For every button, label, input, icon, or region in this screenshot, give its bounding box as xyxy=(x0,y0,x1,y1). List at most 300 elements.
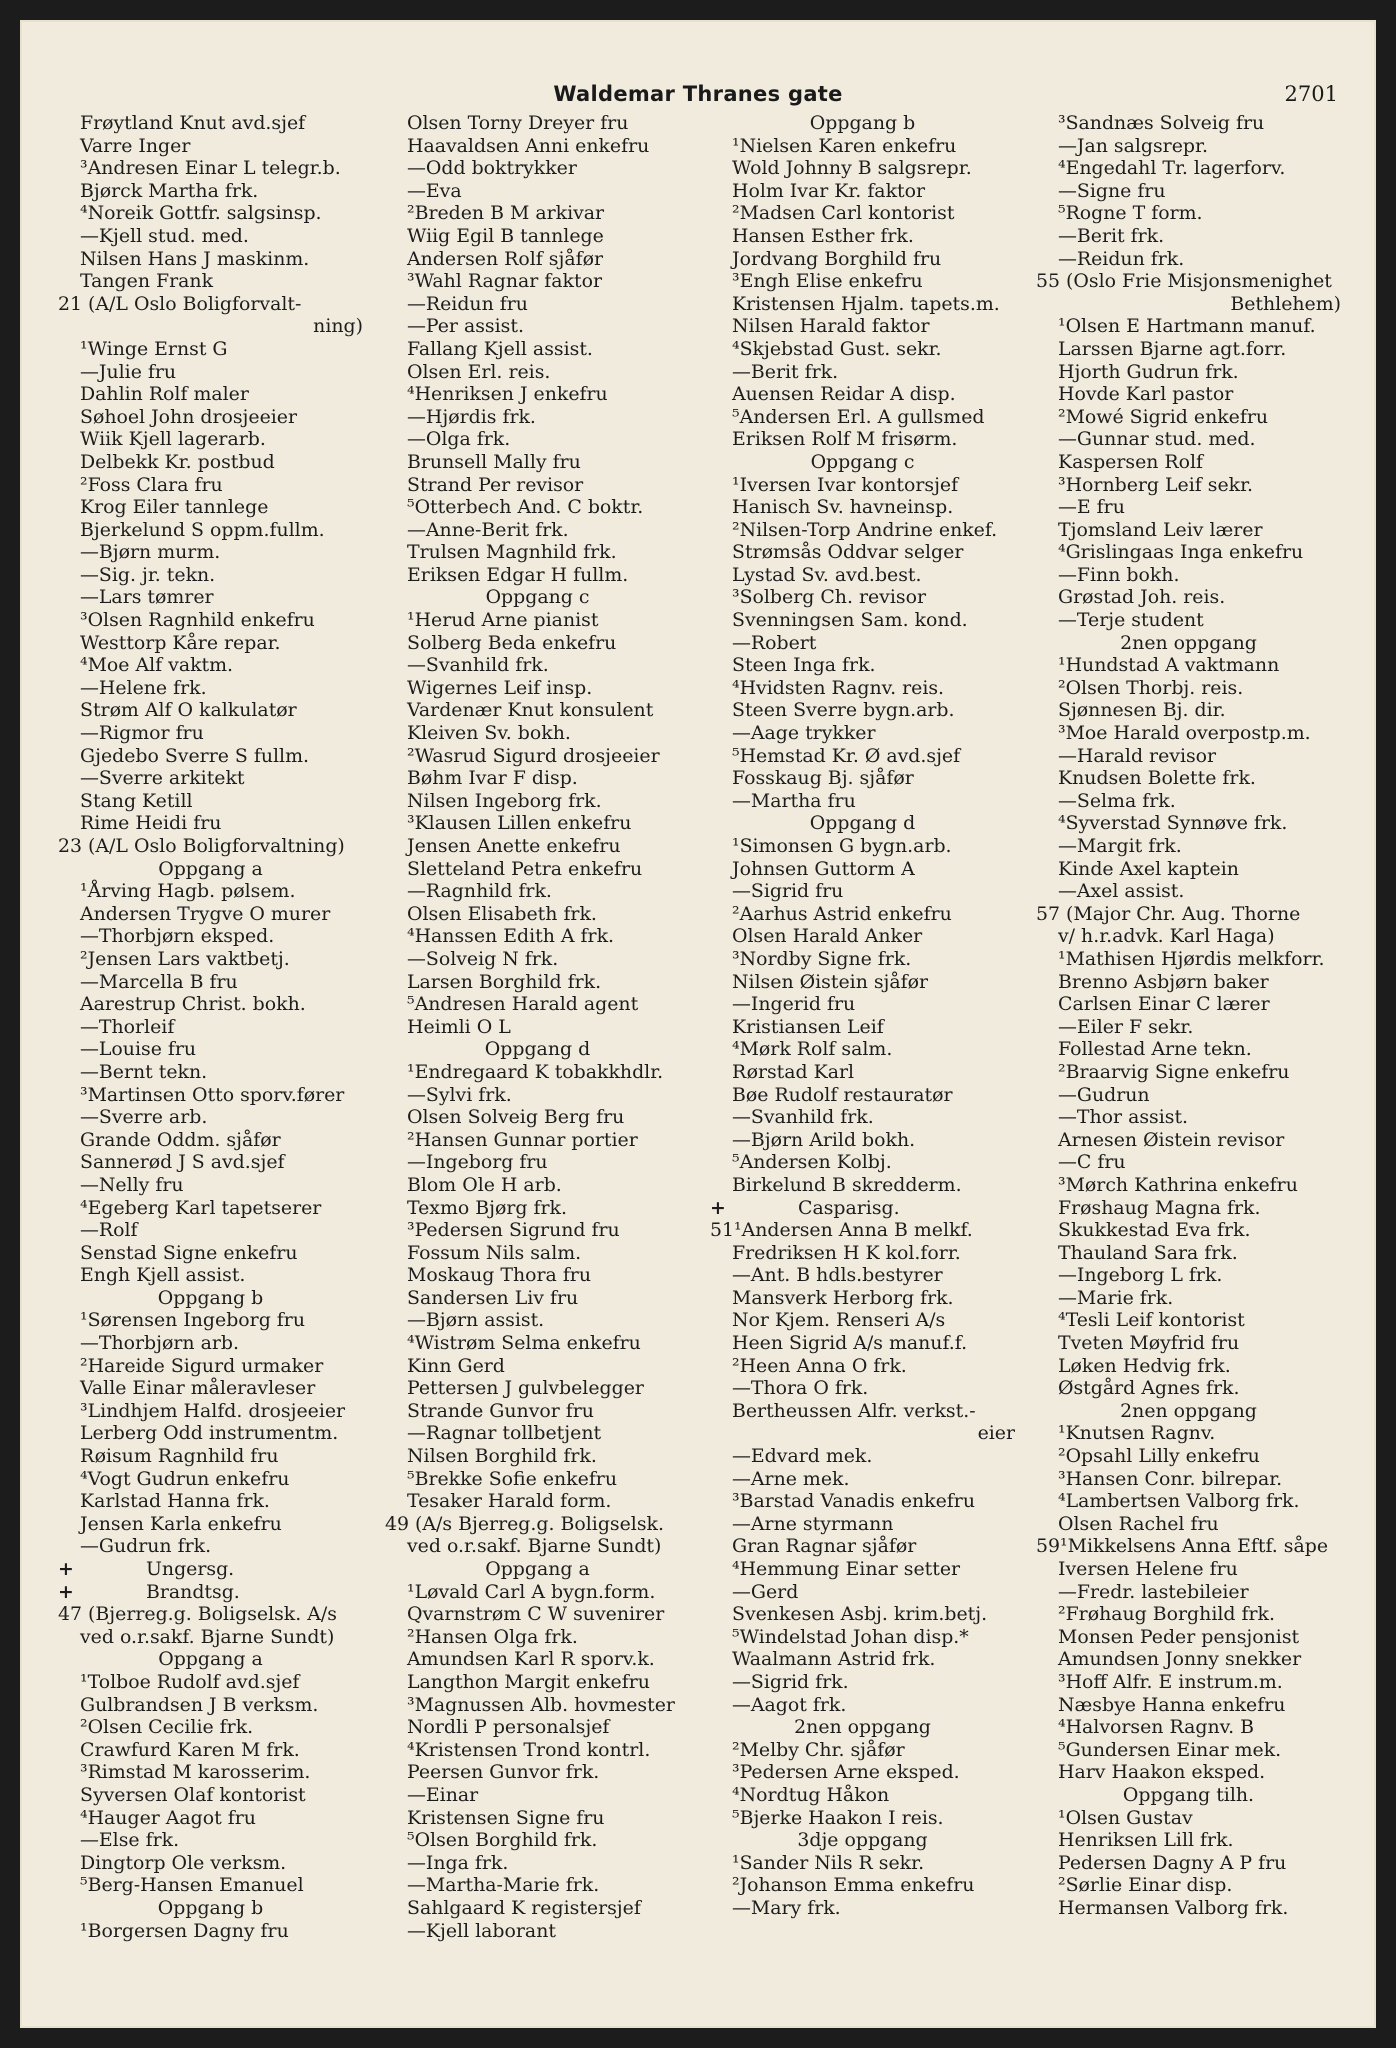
cross-street xyxy=(58,1558,363,1581)
directory-entry: ²Jensen Lars vaktbetj. xyxy=(80,947,290,970)
directory-entry: Andersen Rolf sjåfør xyxy=(407,247,603,270)
directory-entry: Nilsen Borghild frk. xyxy=(407,1445,597,1468)
directory-entry: Gulbrandsen J B verksm. xyxy=(80,1693,319,1716)
directory-entry: ²Johanson Emma enkefru xyxy=(732,1874,975,1897)
directory-entry: —Sverre arb. xyxy=(80,1106,208,1129)
directory-entry: ³Pedersen Arne eksped. xyxy=(732,1761,960,1784)
directory-entry: —Einar xyxy=(407,1783,479,1806)
directory-entry: ¹Endregaard K tobakkhdlr. xyxy=(407,1060,664,1083)
directory-entry: Pedersen Dagny A P fru xyxy=(1058,1851,1287,1874)
directory-entry: ²Hareide Sigurd urmaker xyxy=(80,1354,324,1377)
entrance-heading: 3dje oppgang xyxy=(797,1829,928,1852)
directory-entry: Skukkestad Eva frk. xyxy=(1058,1219,1251,1242)
directory-entry: Bertheussen Alfr. verkst.- xyxy=(732,1399,976,1422)
directory-entry: ⁵Andresen Harald agent xyxy=(407,993,639,1016)
cross-street-icon: + xyxy=(58,1580,74,1603)
directory-entry: Næsbye Hanna enkefru xyxy=(1058,1693,1286,1716)
directory-entry: ⁵Windelstad Johan disp.* xyxy=(732,1625,969,1648)
directory-entry: Svenningsen Sam. kond. xyxy=(732,609,968,632)
directory-entry: ⁵Brekke Sofie enkefru xyxy=(407,1467,618,1490)
directory-entry: —Reidun frk. xyxy=(1058,247,1185,270)
directory-entry: Bøhm Ivar F disp. xyxy=(407,767,578,790)
directory-entry: ⁵Olsen Borghild frk. xyxy=(407,1829,598,1852)
directory-entry: ²Frøhaug Borghild frk. xyxy=(1058,1603,1275,1626)
directory-entry: Dahlin Rolf maler xyxy=(80,383,249,406)
entrance-heading: Oppgang b xyxy=(809,112,916,134)
directory-entry: ¹Herud Arne pianist xyxy=(407,609,599,632)
directory-entry: Kaspersen Rolf xyxy=(1058,450,1204,473)
directory-entry: —Reidun fru xyxy=(407,292,528,315)
directory-entry: Varre Inger xyxy=(80,134,191,157)
directory-entry: ²Hansen Olga frk. xyxy=(407,1625,578,1648)
directory-entry: —Ingeborg L frk. xyxy=(1058,1264,1223,1287)
directory-entry: Monsen Peder pensjonist xyxy=(1058,1625,1300,1648)
directory-entry: ved o.r.sakf. Bjarne Sundt) xyxy=(407,1535,662,1558)
directory-columns xyxy=(58,112,1343,1972)
directory-entry: Steen Inga frk. xyxy=(732,654,876,677)
directory-entry: ⁴Hvidsten Ragnv. reis. xyxy=(732,676,945,699)
directory-entry: —Louise fru xyxy=(80,1038,197,1061)
directory-entry: Fallang Kjell assist. xyxy=(407,337,593,360)
directory-entry: ²Sørlie Einar disp. xyxy=(1058,1874,1233,1897)
building-heading: 49 (A/s Bjerreg.g. Boligselsk. xyxy=(385,1512,664,1535)
cross-street-icon: + xyxy=(710,1196,726,1219)
directory-entry: Larssen Bjarne agt.forr. xyxy=(1058,337,1287,360)
building-heading: 55 (Oslo Frie Misjonsmenighet xyxy=(1036,270,1332,293)
directory-entry: Follestad Arne tekn. xyxy=(1058,1038,1252,1061)
directory-entry: ¹Sørensen Ingeborg fru xyxy=(80,1309,305,1332)
directory-entry: —Ant. B hdls.bestyrer xyxy=(732,1264,943,1287)
directory-entry: ⁴Lambertsen Valborg frk. xyxy=(1058,1490,1300,1513)
directory-entry: Peersen Gunvor frk. xyxy=(407,1761,600,1784)
directory-entry: —Berit frk. xyxy=(1058,224,1165,247)
directory-entry: Bøe Rudolf restauratør xyxy=(732,1083,953,1106)
directory-entry: ³Rimstad M karosserim. xyxy=(80,1761,311,1784)
directory-entry: ²Wasrud Sigurd drosjeeier xyxy=(407,744,660,767)
directory-entry: —Margit frk. xyxy=(1058,835,1182,857)
directory-entry: ³Moe Harald overpostp.m. xyxy=(1058,722,1311,745)
directory-entry: ³Mørch Kathrina enkefru xyxy=(1058,1173,1298,1196)
directory-entry: Hanisch Sv. havneinsp. xyxy=(732,496,954,519)
directory-entry: Kristensen Signe fru xyxy=(407,1806,605,1829)
entrance-heading: Oppgang d xyxy=(809,812,916,835)
entrance-heading: 2nen oppgang xyxy=(1120,631,1257,654)
directory-entry: —Marie frk. xyxy=(1058,1286,1174,1309)
directory-entry: Brenno Asbjørn baker xyxy=(1058,970,1269,993)
directory-entry: ¹Løvald Carl A bygn.form. xyxy=(407,1580,656,1603)
entrance-heading: 2nen oppgang xyxy=(1120,1399,1257,1422)
directory-entry: ⁴Hemmung Einar setter xyxy=(732,1558,961,1580)
directory-entry: Sletteland Petra enkefru xyxy=(407,857,643,880)
directory-entry: Heimli O L xyxy=(407,1015,511,1038)
directory-entry: Aarestrup Christ. bokh. xyxy=(80,993,306,1016)
directory-entry: —Thorleif xyxy=(80,1015,175,1038)
directory-entry: —Thorbjørn eksped. xyxy=(80,925,275,948)
directory-entry: —Marcella B fru xyxy=(80,970,238,993)
directory-entry: —Finn bokh. xyxy=(1058,563,1180,586)
directory-entry: Strømsås Oddvar selger xyxy=(732,541,964,564)
directory-entry: Olsen Elisabeth frk. xyxy=(407,902,597,925)
directory-entry: Fosskaug Bj. sjåfør xyxy=(732,767,914,790)
cross-street xyxy=(710,1197,1015,1220)
directory-entry: ¹Årving Hagb. pølsem. xyxy=(80,880,296,903)
directory-entry: Wigernes Leif insp. xyxy=(407,676,593,699)
directory-entry: —Kjell stud. med. xyxy=(80,224,249,247)
directory-entry: Wold Johnny B salgsrepr. xyxy=(732,157,972,180)
directory-entry: Nilsen Harald faktor xyxy=(732,315,930,338)
directory-entry: —C fru xyxy=(1058,1151,1126,1174)
directory-entry: —Arne styrmann xyxy=(732,1512,894,1535)
directory-entry: ²Hansen Gunnar portier xyxy=(407,1128,638,1151)
directory-entry: Tveten Møyfrid fru xyxy=(1058,1332,1240,1355)
directory-entry: —Terje student xyxy=(1058,609,1204,632)
directory-entry: ⁵Otterbech And. C boktr. xyxy=(407,496,644,519)
directory-entry: ning) xyxy=(313,315,363,338)
directory-entry: Strand Per revisor xyxy=(407,473,584,496)
entrance-heading: Oppgang b xyxy=(157,1896,264,1919)
directory-entry: ¹Mathisen Hjørdis melkforr. xyxy=(1058,947,1325,970)
directory-entry: —Martha fru xyxy=(732,789,856,812)
directory-entry: ¹Winge Ernst G xyxy=(80,337,228,360)
directory-entry: —Solveig N frk. xyxy=(407,947,559,970)
directory-entry: ⁴Hanssen Edith A frk. xyxy=(407,925,615,948)
directory-entry: Brunsell Mally fru xyxy=(407,450,581,473)
directory-entry: ³Wahl Ragnar faktor xyxy=(407,270,602,293)
directory-entry: —Eva xyxy=(407,179,462,202)
directory-entry: ²Olsen Cecilie frk. xyxy=(80,1716,254,1739)
directory-entry: Grande Oddm. sjåfør xyxy=(80,1128,281,1151)
directory-entry: Eriksen Edgar H fullm. xyxy=(407,563,629,586)
directory-entry: Karlstad Hanna frk. xyxy=(80,1490,270,1513)
directory-entry: ¹Borgersen Dagny fru xyxy=(80,1919,289,1942)
directory-entry: Jordvang Borghild fru xyxy=(732,247,942,270)
building-heading: 59¹Mikkelsens Anna Eftf. såpe xyxy=(1036,1535,1329,1558)
directory-entry: Tjomsland Leiv lærer xyxy=(1058,518,1263,541)
directory-entry: ⁴Noreik Gottfr. salgsinsp. xyxy=(80,202,322,225)
directory-entry: ²Nilsen-Torp Andrine enkef. xyxy=(732,518,998,541)
directory-entry: ⁴Engedahl Tr. lagerforv. xyxy=(1058,157,1286,180)
directory-entry: Engh Kjell assist. xyxy=(80,1264,246,1287)
directory-entry: Johnsen Guttorm A xyxy=(732,857,915,880)
directory-column-4 xyxy=(1036,112,1341,1920)
directory-entry: ³Hornberg Leif sekr. xyxy=(1058,473,1254,496)
directory-entry: —Sigrid fru xyxy=(732,880,844,903)
cross-street-label: Brandtsg. xyxy=(146,1580,240,1603)
directory-entry: ⁴Moe Alf vaktm. xyxy=(80,654,234,677)
directory-entry: Auensen Reidar A disp. xyxy=(732,383,956,406)
entrance-heading: Oppgang a xyxy=(485,1558,590,1580)
directory-entry: Krog Eiler tannlege xyxy=(80,496,269,519)
directory-entry: ⁵Bjerke Haakon I reis. xyxy=(732,1806,944,1829)
entrance-heading: Oppgang d xyxy=(484,1038,591,1061)
directory-entry: ¹Hundstad A vaktmann xyxy=(1058,654,1280,677)
directory-entry: Jensen Anette enkefru xyxy=(407,835,621,857)
directory-entry: Østgård Agnes frk. xyxy=(1058,1377,1240,1400)
directory-entry: Sjønnesen Bj. dir. xyxy=(1058,699,1226,722)
directory-entry: Frøshaug Magna frk. xyxy=(1058,1196,1261,1219)
directory-entry: Bjerkelund S oppm.fullm. xyxy=(80,518,325,541)
directory-entry: —Per assist. xyxy=(407,315,524,338)
directory-entry: Valle Einar måleravleser xyxy=(80,1377,316,1400)
directory-entry: Iversen Helene fru xyxy=(1058,1558,1238,1580)
directory-entry: ³Sandnæs Solveig fru xyxy=(1058,112,1265,134)
directory-entry: ⁴Hauger Aagot fru xyxy=(80,1806,256,1829)
directory-entry: —Hjørdis frk. xyxy=(407,405,536,428)
directory-entry: ²Mowé Sigrid enkefru xyxy=(1058,405,1269,428)
entrance-heading: Oppgang a xyxy=(158,857,263,880)
directory-entry: ³Nordby Signe frk. xyxy=(732,947,912,970)
directory-entry: Hjorth Gudrun frk. xyxy=(1058,360,1239,383)
directory-entry: —Harald revisor xyxy=(1058,744,1217,767)
directory-entry: Olsen Erl. reis. xyxy=(407,360,551,383)
directory-entry: —Axel assist. xyxy=(1058,880,1185,903)
directory-entry: Trulsen Magnhild frk. xyxy=(407,541,617,564)
directory-entry: Vardenær Knut konsulent xyxy=(407,699,654,722)
directory-entry: Tangen Frank xyxy=(80,270,214,293)
directory-entry: Westtorp Kåre repar. xyxy=(80,631,281,654)
directory-entry: ¹Nielsen Karen enkefru xyxy=(732,134,957,157)
directory-entry: Stang Ketill xyxy=(80,789,193,812)
directory-entry: —E fru xyxy=(1058,496,1125,519)
directory-entry: Senstad Signe enkefru xyxy=(80,1241,298,1264)
directory-entry: —Thor assist. xyxy=(1058,1106,1189,1129)
directory-entry: Andersen Trygve O murer xyxy=(80,902,331,925)
directory-entry: —Kjell laborant xyxy=(407,1919,556,1942)
directory-entry: ¹Knutsen Ragnv. xyxy=(1058,1422,1216,1445)
directory-entry: Eriksen Rolf M frisørm. xyxy=(732,428,958,451)
directory-entry: ⁵Gundersen Einar mek. xyxy=(1058,1738,1282,1761)
directory-entry: Blom Ole H arb. xyxy=(407,1173,562,1196)
directory-entry: ¹Olsen E Hartmann manuf. xyxy=(1058,315,1316,338)
directory-entry: ³Hoff Alfr. E instrum.m. xyxy=(1058,1670,1283,1693)
directory-entry: Olsen Harald Anker xyxy=(732,925,923,948)
directory-entry: ¹Sander Nils R sekr. xyxy=(732,1851,925,1874)
directory-entry: ⁵Rogne T form. xyxy=(1058,202,1203,225)
directory-entry: Kinn Gerd xyxy=(407,1354,505,1377)
directory-entry: Moskaug Thora fru xyxy=(407,1264,592,1287)
directory-entry: —Anne-Berit frk. xyxy=(407,518,569,541)
building-heading: 47 (Bjerreg.g. Boligselsk. A/s xyxy=(58,1603,337,1626)
directory-entry: —Gerd xyxy=(732,1580,799,1603)
directory-entry: —Bjørn Arild bokh. xyxy=(732,1128,916,1151)
directory-entry: —Ragnar tollbetjent xyxy=(407,1422,602,1445)
directory-entry: ⁴Nordtug Håkon xyxy=(732,1783,890,1806)
directory-entry: ³Lindhjem Halfd. drosjeeier xyxy=(80,1399,346,1422)
directory-entry: Gjedebo Sverre S fullm. xyxy=(80,744,310,767)
directory-entry: Bjørck Martha frk. xyxy=(80,179,259,202)
directory-entry: Carlsen Einar C lærer xyxy=(1058,993,1270,1016)
directory-entry: Nor Kjem. Renseri A/s xyxy=(732,1309,946,1332)
directory-entry: —Berit frk. xyxy=(732,360,839,383)
entrance-heading: Oppgang c xyxy=(810,450,915,473)
directory-entry: Rørstad Karl xyxy=(732,1060,855,1083)
directory-entry: ⁴Egeberg Karl tapetserer xyxy=(80,1196,322,1219)
directory-entry: Syversen Olaf kontorist xyxy=(80,1783,306,1806)
directory-entry: ⁵Hemstad Kr. Ø avd.sjef xyxy=(732,744,961,767)
directory-entry: —Svanhild frk. xyxy=(407,654,549,677)
directory-entry: Mansverk Herborg frk. xyxy=(732,1286,954,1309)
directory-column-1 xyxy=(58,112,363,1942)
directory-entry: ⁴Vogt Gudrun enkefru xyxy=(80,1467,290,1490)
page-number: 2701 xyxy=(1284,82,1338,106)
directory-entry: —Helene frk. xyxy=(80,676,207,699)
directory-entry: Gran Ragnar sjåfør xyxy=(732,1535,917,1558)
directory-entry: Jensen Karla enkefru xyxy=(80,1512,282,1535)
directory-entry: ⁵Berg-Hansen Emanuel xyxy=(80,1874,304,1897)
directory-entry: Hansen Esther frk. xyxy=(732,224,914,247)
directory-entry: ⁴Kristensen Trond kontrl. xyxy=(407,1738,651,1761)
directory-entry: Olsen Torny Dreyer fru xyxy=(407,112,629,134)
directory-entry: Røisum Ragnhild fru xyxy=(80,1445,279,1468)
directory-entry: —Sylvi frk. xyxy=(407,1083,512,1106)
directory-entry: —Fredr. lastebileier xyxy=(1058,1580,1249,1603)
directory-entry: ³Andresen Einar L telegr.b. xyxy=(80,157,341,180)
directory-entry: Kleiven Sv. bokh. xyxy=(407,722,571,745)
directory-entry: —Bernt tekn. xyxy=(80,1060,208,1083)
directory-entry: Wiik Kjell lagerarb. xyxy=(80,428,266,451)
directory-entry: Kristensen Hjalm. tapets.m. xyxy=(732,292,1000,315)
directory-entry: —Rigmor fru xyxy=(80,722,204,745)
directory-entry: —Sig. jr. tekn. xyxy=(80,563,216,586)
cross-street-label: Casparisg. xyxy=(798,1196,900,1219)
directory-entry: —Selma frk. xyxy=(1058,789,1176,812)
directory-entry: Lerberg Odd instrumentm. xyxy=(80,1422,339,1445)
directory-entry: ved o.r.sakf. Bjarne Sundt) xyxy=(80,1625,335,1648)
directory-entry: Strande Gunvor fru xyxy=(407,1399,594,1422)
building-heading: 57 (Major Chr. Aug. Thorne xyxy=(1036,902,1301,925)
directory-entry: Olsen Solveig Berg fru xyxy=(407,1106,625,1129)
directory-entry: Sannerød J S avd.sjef xyxy=(80,1151,285,1174)
directory-entry: ²Breden B M arkivar xyxy=(407,202,605,225)
directory-entry: Birkelund B skredderm. xyxy=(732,1173,962,1196)
directory-entry: Hovde Karl pastor xyxy=(1058,383,1234,406)
directory-entry: —Martha-Marie frk. xyxy=(407,1874,600,1897)
directory-entry: Heen Sigrid A/s manuf.f. xyxy=(732,1332,968,1355)
directory-entry: ⁵Andersen Kolbj. xyxy=(732,1151,892,1174)
directory-entry: —Thora O frk. xyxy=(732,1377,869,1400)
directory-entry: —Mary frk. xyxy=(732,1896,841,1919)
directory-entry: —Arne mek. xyxy=(732,1467,850,1490)
directory-entry: Bethlehem) xyxy=(1230,292,1341,315)
directory-entry: ³Martinsen Otto sporv.fører xyxy=(80,1083,345,1106)
directory-entry: Hermansen Valborg frk. xyxy=(1058,1896,1289,1919)
directory-entry: Holm Ivar Kr. faktor xyxy=(732,179,926,202)
page-header xyxy=(20,82,1376,112)
directory-column-3 xyxy=(710,112,1015,1920)
directory-entry: Amundsen Karl R sporv.k. xyxy=(407,1648,655,1671)
directory-entry: eier xyxy=(977,1422,1015,1445)
directory-entry: ³Klausen Lillen enkefru xyxy=(407,812,632,835)
directory-entry: —Nelly fru xyxy=(80,1173,184,1196)
directory-entry: Texmo Bjørg frk. xyxy=(407,1196,567,1219)
entrance-heading: Oppgang tilh. xyxy=(1122,1783,1255,1806)
directory-entry: Nilsen Øistein sjåfør xyxy=(732,970,929,993)
entrance-heading: 2nen oppgang xyxy=(794,1716,931,1739)
directory-entry: ²Olsen Thorbj. reis. xyxy=(1058,676,1244,699)
directory-entry: Strøm Alf O kalkulatør xyxy=(80,699,297,722)
directory-entry: Lystad Sv. avd.best. xyxy=(732,563,922,586)
directory-entry: ²Foss Clara fru xyxy=(80,473,223,496)
directory-entry: —Aage trykker xyxy=(732,722,876,745)
directory-entry: —Bjørn murm. xyxy=(80,541,221,564)
directory-entry: Rime Heidi fru xyxy=(80,812,222,835)
directory-entry: Steen Sverre bygn.arb. xyxy=(732,699,955,722)
directory-entry: —Svanhild frk. xyxy=(732,1106,874,1129)
directory-entry: Svenkesen Asbj. krim.betj. xyxy=(732,1603,988,1626)
directory-entry: Fredriksen H K kol.forr. xyxy=(732,1241,961,1264)
directory-entry: ¹Olsen Gustav xyxy=(1058,1806,1193,1829)
directory-entry: ³Solberg Ch. revisor xyxy=(732,586,926,609)
directory-entry: ¹Iversen Ivar kontorsjef xyxy=(732,473,959,496)
directory-entry: Pettersen J gulvbelegger xyxy=(407,1377,644,1400)
directory-entry: Langthon Margit enkefru xyxy=(407,1670,650,1693)
directory-entry: ³Hansen Conr. bilrepar. xyxy=(1058,1467,1283,1490)
directory-entry: Sandersen Liv fru xyxy=(407,1286,579,1309)
directory-entry: —Gudrun frk. xyxy=(80,1535,212,1558)
directory-entry: ⁴Wistrøm Selma enkefru xyxy=(407,1332,641,1355)
directory-entry: Amundsen Jonny snekker xyxy=(1058,1648,1302,1671)
directory-entry: Sahlgaard K registersjef xyxy=(407,1896,641,1919)
directory-entry: ⁴Henriksen J enkefru xyxy=(407,383,608,406)
directory-entry: —Sverre arkitekt xyxy=(80,767,245,790)
directory-entry: Wiig Egil B tannlege xyxy=(407,224,604,247)
directory-entry: Nordli P personalsjef xyxy=(407,1716,610,1739)
directory-entry: ¹Tolboe Rudolf avd.sjef xyxy=(80,1670,300,1693)
directory-entry: —Sigrid frk. xyxy=(732,1670,849,1693)
cross-street-label: Ungersg. xyxy=(146,1558,235,1580)
directory-entry: ⁴Tesli Leif kontorist xyxy=(1058,1309,1245,1332)
directory-entry: —Ingerid fru xyxy=(732,993,856,1016)
directory-entry: ³Olsen Ragnhild enkefru xyxy=(80,609,315,632)
directory-entry: Grøstad Joh. reis. xyxy=(1058,586,1226,609)
entrance-heading: Oppgang a xyxy=(158,1648,263,1671)
directory-entry: ⁴Grislingaas Inga enkefru xyxy=(1058,541,1304,564)
directory-entry: —Aagot frk. xyxy=(732,1693,847,1716)
directory-entry: Olsen Rachel fru xyxy=(1058,1512,1219,1535)
directory-entry: —Ingeborg fru xyxy=(407,1151,548,1174)
directory-entry: —Bjørn assist. xyxy=(407,1309,545,1332)
directory-entry: Kinde Axel kaptein xyxy=(1058,857,1239,880)
directory-entry: Dingtorp Ole verksm. xyxy=(80,1851,287,1874)
directory-entry: —Odd boktrykker xyxy=(407,157,577,180)
directory-entry: ⁴Skjebstad Gust. sekr. xyxy=(732,337,942,360)
directory-entry: ³Barstad Vanadis enkefru xyxy=(732,1490,975,1513)
directory-entry: ²Opsahl Lilly enkefru xyxy=(1058,1445,1260,1468)
directory-entry: ²Heen Anna O frk. xyxy=(732,1354,907,1377)
directory-entry: —Julie fru xyxy=(80,360,177,383)
cross-street-icon: + xyxy=(58,1558,74,1580)
directory-entry: Frøytland Knut avd.sjef xyxy=(80,112,306,134)
directory-entry: Solberg Beda enkefru xyxy=(407,631,617,654)
directory-entry: ³Pedersen Sigrund fru xyxy=(407,1219,620,1242)
directory-entry: ⁴Syverstad Synnøve frk. xyxy=(1058,812,1288,835)
directory-entry: Waalmann Astrid frk. xyxy=(732,1648,936,1671)
directory-entry: —Robert xyxy=(732,631,817,654)
directory-entry: ⁵Andersen Erl. A gullsmed xyxy=(732,405,985,428)
directory-entry: —Edvard mek. xyxy=(732,1445,873,1468)
directory-entry: Fossum Nils salm. xyxy=(407,1241,582,1264)
directory-entry: —Jan salgsrepr. xyxy=(1058,134,1208,157)
building-heading: 51¹Andersen Anna B melkf. xyxy=(710,1219,973,1242)
directory-entry: —Ragnhild frk. xyxy=(407,880,552,903)
directory-entry: ²Braarvig Signe enkefru xyxy=(1058,1060,1290,1083)
street-title: Waldemar Thranes gate xyxy=(553,82,843,106)
building-heading: 23 (A/L Oslo Boligforvaltning) xyxy=(58,835,345,857)
directory-entry: —Gudrun xyxy=(1058,1083,1150,1106)
directory-page xyxy=(20,20,1376,2028)
entrance-heading: Oppgang b xyxy=(157,1286,264,1309)
directory-entry: Knudsen Bolette frk. xyxy=(1058,767,1256,790)
